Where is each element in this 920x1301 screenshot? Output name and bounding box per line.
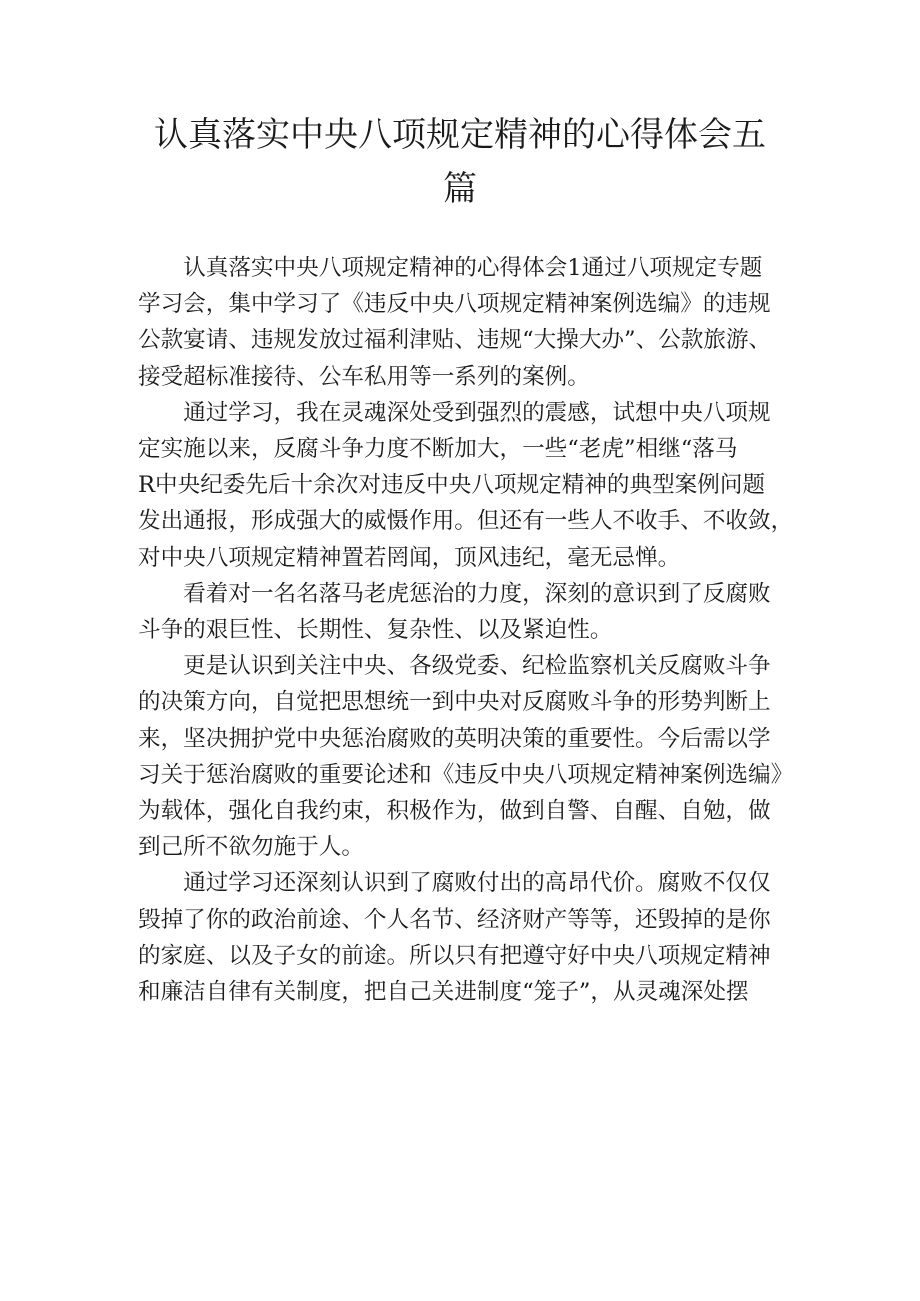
paragraph-line: 更是认识到关注中央、各级党委、纪检监察机关反腐败斗争 <box>183 653 771 680</box>
title-line-1: 认真落实中央八项规定精神的心得体会五 <box>154 115 766 155</box>
document-body <box>138 250 794 1010</box>
paragraph-line: 接受超标准接待、公车私用等一系列的案例。 <box>138 363 590 390</box>
paragraph-4 <box>138 648 794 865</box>
paragraph-line: 通过学习还深刻认识到了腐败付出的高昂代价。腐败不仅仅 <box>183 870 771 897</box>
paragraph-2 <box>138 395 794 576</box>
paragraph-5 <box>138 865 786 1010</box>
paragraph-line: 公款宴请、违规发放过福利津贴、违规“大操大办”、公款旅游、 <box>138 327 772 354</box>
document-title <box>150 108 770 216</box>
paragraph-line: 毁掉了你的政治前途、个人名节、经济财产等等，还毁掉的是你 <box>138 906 771 933</box>
paragraph-line: 为载体，强化自我约束，积极作为，做到自警、自醒、自勉，做 <box>138 798 771 825</box>
paragraph-line: 对中央八项规定精神置若罔闻，顶风违纪，毫无忌惮。 <box>138 544 681 571</box>
paragraph-1 <box>138 250 786 395</box>
paragraph-line: 认真落实中央八项规定精神的心得体会1通过八项规定专题 <box>183 255 763 281</box>
paragraph-line: 通过学习，我在灵魂深处受到强烈的震感，试想中央八项规 <box>183 399 771 426</box>
paragraph-line: 习关于惩治腐败的重要论述和《违反中央八项规定精神案例选编》 <box>138 761 794 788</box>
paragraph-line: 来，坚决拥护党中央惩治腐败的英明决策的重要性。今后需以学 <box>138 725 771 752</box>
paragraph-line: 到己所不欲勿施于人。 <box>138 834 364 861</box>
paragraph-line: 定实施以来，反腐斗争力度不断加大，一些“老虎”相继“落马 <box>138 436 738 463</box>
paragraph-line: R中央纪委先后十余次对违反中央八项规定精神的典型案例问题 <box>138 472 766 499</box>
paragraph-line: 的决策方向，自觉把思想统一到中央对反腐败斗争的形势判断上 <box>138 689 771 716</box>
paragraph-line: 发出通报，形成强大的威慑作用。但还有一些人不收手、不收敛， <box>138 508 794 535</box>
paragraph-line: 学习会，集中学习了《违反中央八项规定精神案例选编》的违规 <box>138 291 771 318</box>
paragraph-line: 看着对一名名落马老虎惩治的力度，深刻的意识到了反腐败 <box>183 580 771 607</box>
paragraph-line: 和廉洁自律有关制度，把自己关进制度“笼子”，从灵魂深处摆 <box>138 979 749 1006</box>
title-line-2: 篇 <box>443 169 477 209</box>
paragraph-line: 的家庭、以及子女的前途。所以只有把遵守好中央八项规定精神 <box>138 942 771 969</box>
paragraph-line: 斗争的艰巨性、长期性、复杂性、以及紧迫性。 <box>138 617 613 644</box>
paragraph-3 <box>138 576 786 648</box>
